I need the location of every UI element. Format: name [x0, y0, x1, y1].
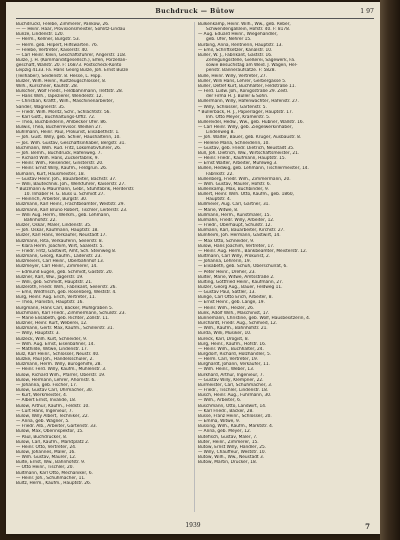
directory-entry: — Gustav Willy, Klempner, 22. — [198, 377, 264, 383]
directory-entry: Bülscher, Wolf Friedr., Feldbahnmann, Trettstr. 28. — [16, 89, 124, 95]
column-divider — [194, 22, 195, 512]
directory-entry: — Karl Gott., Buchhaltungs-Offiz. 72. — [16, 114, 96, 120]
directory-entry: — Heinrich, Arbeiter, Burgstr. 30. — [16, 197, 88, 203]
directory-entry: — Willi, Bautechnik. Joh., Werkführer, Kaiserstr. 27. — [16, 181, 126, 187]
directory-page — [6, 2, 380, 534]
directory-entry: Büller, W. J., Fabrikant, Gaststr. 16. — [198, 52, 273, 58]
directory-entry: Bülter, Marie, Witwe, Amtsstraße 2. — [198, 274, 275, 280]
directory-entry: Burghardt, Johann, Verkäufer, 11. — [198, 362, 270, 368]
directory-entry: — Anna, geb. Meyer, 12. — [198, 429, 252, 435]
directory-entry: Bütow, Wilh., Ww., Neustadt 3. — [198, 455, 265, 461]
directory-entry: Bülte, Ernst, Ww., Bahnhofstr. 9. — [16, 460, 86, 466]
directory-entry: — Wilh. Heinr., Weber, 13. — [198, 367, 255, 373]
directory-entry: — Friedr., Tischler, Lindenstr. 18. — [198, 388, 269, 394]
directory-entry: Inh. Otto Meyer, Krämerstr. 5. — [206, 114, 271, 120]
directory-entry: Leipzig 4133. Fa. Hans Georg Bulze, Joh. Ernst Bulze — [16, 68, 129, 74]
directory-entry: — Kurt, Werkmeister, 4. — [16, 393, 68, 399]
directory-entry: Bümann, Kurt, Hausmeister, 18. — [16, 171, 85, 177]
directory-entry: Bultmann, Carl Willy, Prokurist, 2. — [198, 254, 271, 260]
directory-entry: — Herm. Carl, Vertreter, 19. — [198, 357, 259, 363]
directory-entry: — Joh. Gust. Willy, geb. Schier, Haushälterin, 10. — [16, 135, 121, 141]
directory-entry: — Richard Wilh. Hans, Zuckerfabrik, 9. — [16, 156, 99, 162]
directory-entry: — Max Otto, Schneider, 9. — [198, 238, 255, 244]
directory-entry: Fabrikstr. 22. — [206, 171, 234, 177]
directory-entry: — Carl Heinr. Klein, Geschäftsführer, Angerstr. 118. — [16, 52, 127, 58]
directory-entry: Bülzmann, Karl Bruno Robert, Tischler, Leiterstr. 23. — [16, 207, 128, 213]
directory-entry: Bülz, Karl Heinr., Schlosser, Neustr. 40. — [16, 352, 100, 357]
directory-entry: Bulzmann, Rita, Verkäuferin, Seilerstr. 8. — [16, 238, 103, 244]
directory-entry: Bülle, Heinr. Willy, Vertreter, 27. — [198, 73, 268, 79]
directory-entry: — Ernst Walter, Arbeiter, Mühlweg 3. — [198, 161, 278, 167]
directory-entry: Schwendengäßlein, Hofstr. 40. F: 8178. — [206, 27, 291, 33]
directory-entry: Bullmann, Herm., Kunstmaler, 15. — [198, 212, 271, 218]
directory-entry: Bullenkamp, Max, Buchbinder, 9. — [198, 187, 270, 192]
footer-signature: 7 — [365, 522, 370, 531]
directory-entry: (Teilhaber), Seidenstr. 8. Hesse, L. Hipp. — [16, 73, 102, 79]
directory-entry: — Thea, Pianistin, Hauptstr. 16. — [16, 300, 84, 306]
directory-entry: Busse, Franz Heinr., Schlosser, 20. — [198, 413, 272, 419]
directory-entry: — — Heinr. Haar, Provisionsmeister, Söhlitz-Lindau — [16, 27, 126, 33]
directory-entry: — Heinr. Friedr., Kaufmann, Hauptstr. 15. — [198, 156, 286, 162]
directory-entry: Büter, Heinr., Zimmerer, 15. — [198, 439, 259, 445]
directory-entry: — Willi Aug. Herm., Werkm., geb. Lehmann, — [16, 212, 111, 218]
directory-entry: — Wilh. Gustav, Maurer, 12. — [16, 455, 77, 461]
directory-entry: — Hans Wilh., Tapezierer, Wendelstr. 12. — [16, 94, 103, 100]
directory-entry: geschäft, Wallstr. 20. F: 16873. Postscheck-Konto — [16, 63, 122, 69]
directory-entry: — Wilh., Kaufm., Bahnhofstr. 21. — [198, 326, 268, 332]
directory-entry: Bülow, Hermann, Lehrer, Ahornstr. 6. — [16, 377, 96, 383]
directory-entry: — Curt Hans, Ingenieur, 7. — [16, 408, 74, 414]
directory-entry: Bulze, J. H. (Kommanditgesellsch.), Elfen, Porzellan- — [16, 58, 127, 64]
directory-entry: Bunk, Adolf Wilh., Maschinist, 17. — [198, 310, 270, 316]
directory-entry: Lindenweg 8. — [206, 130, 235, 136]
directory-entry: Bullermann, Willy, Hafenwächter, Hafenstr. 27. — [198, 99, 299, 105]
directory-entry: — Gustav, geb. Friedr. Dietrich, Neustadt 35. — [198, 145, 295, 151]
directory-entry: * Bülzmann & Maurmann, Gebr., Stuhlfabrik, Herderstr. — [16, 187, 135, 192]
directory-entry: Bulzer, Karl Hans, Verkäufer, Neustadt 17. — [16, 233, 107, 239]
directory-entry: — Joh. Oskar, Kaufmann, Hauptstr. 18. — [16, 228, 99, 234]
directory-entry: Büllert, Heinr. Wilh. Otto, Kaufm., geb. 1860, — [198, 192, 294, 198]
directory-entry: Bulzmann, Gertr. Max, Kaufm., Schillerstr. 31. — [16, 326, 114, 332]
directory-entry: — Emil, Schriftsetzer, Kanalstr. 10. — [198, 47, 273, 53]
directory-entry: Bülzer, Oskar, Maler, Lindenstr. 35. — [16, 223, 92, 229]
directory-entry: Bülow, Gustav Carl, Uhrmacher, 30. — [16, 388, 94, 394]
directory-entry: Bülzeck, Wilh. Kurt, Schneider, 9. — [16, 336, 88, 342]
directory-entry: — Heinr. Joh., Schuhmacher, 11. — [16, 475, 86, 481]
directory-entry: — Felebe, Vertreter, Kaiserstr. 40. — [16, 47, 89, 53]
book-spine — [380, 0, 400, 540]
directory-entry: Büchmann, Wilh. Rud. Fritz, Lokomotivführer, 26. — [16, 145, 122, 151]
directory-entry: — Marie Elisabeth, geb. Richter, Zollstr. 11. — [16, 315, 110, 321]
directory-entry: geb. Ufer, Nehrer 15. — [206, 37, 252, 43]
directory-entry: Bülzner, Karl, Ww., Jägerstr. 19. — [16, 274, 84, 280]
directory-entry: — Ernst Heinr., geb. Lange, 19. — [198, 300, 265, 306]
directory-entry: — Paul, Buchdrucker, 8. — [16, 434, 68, 440]
directory-entry: Bunge, Carl Otto Erich, Arbeiter, 8. — [198, 295, 273, 301]
directory-entry: Bülow, Max, Oberinspektor, 15. — [16, 429, 84, 435]
directory-entry: Bülwis, Thea, Bücherrevisor. Weißen 27. — [16, 125, 103, 131]
directory-entry: Burkhard, Arthur, Ingenieur, 7. — [198, 372, 265, 378]
directory-entry: * Bullerbäck, H. J., Papierlager, Hauptstr. 17. — [198, 109, 294, 115]
directory-entry: Burda, Willi, Musiker, 10. — [198, 331, 252, 337]
directory-entry: — Albert Ernst, Invalide, 18. — [16, 398, 77, 404]
directory-entry: — Willy, Hauptstr. 3. — [16, 331, 60, 337]
directory-entry: Bülzmeyer, Carl Heinr., Zimmerer, 14. — [16, 264, 98, 270]
directory-entry: Bültmann, Karl Otto, Mechaniker, 6. — [16, 470, 93, 476]
directory-entry: 10. Inhaber H. G. Buss u. Schmidt 27. — [24, 192, 105, 198]
directory-entry: — Heinr. Wilh., Reisender, Ginsterstr. 20. — [16, 161, 104, 167]
directory-entry: — Christian, Kraftf., Wilh., Maschinenarbeiter, — [16, 99, 114, 105]
page-footer — [6, 522, 380, 532]
directory-entry: — Thea, Buchbinderin, Ahlbecker Ufer. 86. — [16, 119, 108, 125]
directory-entry: — Willi, geb. Schmidt, Hauptstr. 21. — [16, 279, 93, 285]
directory-entry: — Emil, Wildfrisch, geb. Rosenberg, Weststr. 4. — [16, 290, 117, 296]
directory-entry: Sander, Wagnerstr. 35. — [16, 104, 66, 110]
directory-entry: Bulmahn, Friedr. Willy, Arbeiter, 12. — [198, 217, 275, 223]
directory-entry: — Peter Heinr., Dreher, 23. — [198, 269, 256, 275]
page-header — [16, 8, 374, 18]
directory-entry: — Otto Heinr., Tischler, 20. — [16, 465, 74, 471]
directory-entry: Bülzmann, Karl Heinr., Frachtbeamter, Weststr. 29. — [16, 202, 125, 208]
directory-entry: Bütefisch, Gustav, Maler, 7. — [198, 434, 258, 440]
directory-entry: Bulkenkamp, Heinr. Wilh., Ww., geb. Reber, — [198, 22, 291, 27]
directory-entry: — Herm. geb. Hilpert, Hilfswarten. 76. — [16, 42, 99, 48]
directory-entry: Bunnemann, Christine, geb. Wolf, Hausbesitzerin, 4. — [198, 315, 311, 321]
directory-entry: Bulmann, Karl, Bauarbeiter, Kirchstr. 27. — [198, 228, 285, 234]
directory-entry: Bunze, Lindenstr. 120. — [16, 32, 65, 38]
directory-entry: sowie Besuchstag am Weid. J. Wagen, Hel- — [206, 63, 298, 69]
directory-entry: — Heinr. Ferd. Willy, Kaufm., Mühlenstr. 3. — [16, 367, 107, 373]
directory-entry: Bülzmann, Georg, Kaufm., Ladenstr. 23. — [16, 254, 102, 260]
directory-entry: Burgdorf, Richard, Holzhändler, 5. — [198, 352, 272, 357]
directory-entry: — Jos. Wilh. Gustav, Geschäftsinhaber, Bergstr. 31. — [16, 140, 126, 146]
directory-entry: Bulow, Hans Joachim, Vertreter, 17. — [198, 243, 275, 249]
directory-entry: — Carl Heinr. Willy, geb. Ziegelwerkinhaber, — [198, 125, 293, 131]
directory-entry: Bülting, Gottfried Heinr., Kaufmann, 27. — [198, 279, 284, 285]
directory-entry: — Helene Maria, Schneiderin, 10. — [198, 140, 270, 146]
directory-entry: — Johanna, geb. Fischer, 17. — [16, 382, 78, 388]
directory-entry: — Heinr. Wilh., Heizer, 26. — [198, 305, 255, 311]
directory-entry: Zerlegungsstelle, Gießerei, Sägewerk, Fa. — [206, 58, 296, 64]
directory-entry: — Wilh., Arbeiter, 6. — [198, 398, 242, 404]
directory-entry: Bulnheim, Joh. Hermann, Gastwirt, 14. — [198, 233, 281, 239]
directory-entry: — Elisabeth, geb. Schuh, Oberschulrat, 6. — [198, 264, 288, 270]
directory-entry: — Herm., Kellner, Burgstr. 53. — [16, 37, 80, 43]
directory-entry: — Emma, Witwe, 9. — [198, 419, 241, 425]
left-column — [16, 22, 192, 486]
directory-entry: Burgmann, Hans Carl, Bäcker, Mühlgraben 5. — [16, 305, 114, 311]
directory-entry: — Friedr. Wilh. Moritz, Schr., Schlachtstr. 56. — [16, 109, 111, 115]
directory-entry: Bullenberg, Friedr. Wilh., Zimmermann, 20. — [198, 176, 291, 182]
directory-entry: Bülzke, Paul Joh., Handelsschüler, 2. — [16, 357, 94, 363]
directory-entry: — Karl Friedr., Bäcker, 28. — [198, 408, 254, 414]
directory-entry: der Firma H. J. Büller & Sohn. — [206, 94, 269, 100]
directory-entry: Buchmann, Karl Friedr., Zimmermann, Schulstr. 23. — [16, 310, 126, 316]
directory-entry: — Heinr. Aug. Herm., Bankbeamter, Meisterstr. 12. — [198, 248, 308, 254]
directory-entry: Bülow, Arthur, Kaufm., Feldstr. 10. — [16, 403, 90, 409]
directory-entry: Bülow, Carl, Kaufm., Marktplatz 2. — [16, 439, 90, 445]
directory-entry: Bütow, Ernst Willy, Händler, 25. — [198, 444, 267, 450]
directory-entry: — Aug. Eduard Heinr., Wiegehändler, — [198, 32, 278, 38]
directory-entry: — Johanna, Lehrerin, 19. — [198, 259, 251, 265]
directory-entry: — Willy, Schlosser, Gartenstr. 5. — [198, 104, 267, 110]
directory-entry: Bülzmeiers, Carl Heinr., Oberbahnhof 13. — [16, 259, 105, 265]
directory-entry: Hauptstr. 4. — [206, 197, 232, 203]
directory-entry: Bülow, Johannes, Maler, 16. — [16, 449, 76, 455]
directory-entry: Bülow, Richard Wilh., Pfarrer, Oberstr. 19. — [16, 372, 106, 378]
directory-entry: — Friedr., Oberhaupt, Schulstr. 12. — [198, 223, 272, 229]
directory-entry: Bülzeroth, Friedr. Wilh., Fabrikant, Seilerstr. 26. — [16, 284, 117, 290]
directory-entry: Büller, Willi Hans, Lehrer, Gerbergasse 5. — [198, 78, 287, 84]
directory-entry: Bullmeier, Aug. Carl, Gärtner, 31. — [198, 202, 270, 208]
right-column — [198, 22, 374, 465]
directory-entry: Bulzer, Georg Aug., Bauer, Feldweg 11. — [198, 284, 283, 290]
directory-entry: Burg, Heinr., Kaufm., Hofstr. 16. — [198, 341, 267, 347]
directory-entry: Bütow, Martin, Drucker, 18. — [198, 460, 258, 466]
directory-entry: — Friedr. Fritz, Gastwirt, Amt, Sch. Steinweg 8. — [16, 248, 117, 254]
directory-entry: Bülow, Willy Albert, Techniker, 22. — [16, 413, 89, 419]
directory-entry: — Wilh. Aug. Ernst, Eisenbahner, 14. — [16, 341, 95, 347]
directory-entry: Bullen, Hedwig, geb. Lehmann, Tischlermeister, 14. — [198, 166, 309, 172]
directory-entry: — Marie, Witwe, 8. — [198, 207, 239, 213]
directory-entry: — Joh. Walter, Bauer, geb. Krüger, Ausbaustr. 8. — [198, 135, 302, 141]
directory-entry: Bühlmann, Heinr. Paul, Prokurist, Elisabethstr. 1. — [16, 130, 120, 136]
directory-entry: Buchdruckl, Felebe, Zimmerer, Pankow, 26. — [16, 22, 110, 27]
directory-entry: — Heinr. Ernst Willy, Kaufm., Feldgrün. 26. — [16, 166, 108, 172]
directory-entry: Bültz, Herm., Kaufm., Hauptstr. 26. — [16, 480, 92, 486]
header-title: Buchdruck — Bütow — [155, 8, 235, 15]
directory-entry: Bulzner, Heinr. Kurt, Weberei, 12. — [16, 321, 88, 327]
directory-entry: Bullereidel, Hedw., Ww., geb. Hübner, Wallstr. 16. — [198, 119, 305, 125]
directory-entry: Büssing, Wilh., Kaufm., Marktstr. 4. — [198, 424, 274, 430]
header-rule — [16, 18, 374, 19]
directory-entry: penstr. Banneraufsätze. F: 5828. — [206, 68, 276, 74]
directory-entry: — Willy, Chauffeur, Weststr. 10. — [198, 449, 267, 455]
directory-entry: — Mathilde, Witwe, Lindenstr. 17. — [16, 346, 89, 352]
directory-entry: — Klara Herm. Joachim, Wirt, Saalestr. 5. — [16, 243, 104, 249]
directory-entry: Bureck, Karl, Drogist, 8. — [198, 336, 249, 342]
directory-entry: Bülzmann, Herm. Willy, Bürogehilfe, 28. — [16, 362, 102, 368]
directory-entry: — Edmund Eugen, geb. Schmidt, Gaststr. 20. — [16, 269, 114, 275]
directory-entry: Burmeister, Carl, Schuhmacher, 3. — [198, 382, 273, 388]
directory-entry: — Ferd. Ludw. Joh., Königsstraße 29. Zeitl. — [198, 89, 289, 95]
directory-entry: Bahnhofstr. 22. — [24, 217, 57, 223]
directory-entry: Buschmann, Otto, Landwirt, 14. — [198, 403, 267, 409]
page-number: 1 97 — [360, 8, 374, 15]
directory-entry: Bull, Joh. Dietrich, Ww., Wirtschaftsmeister, 21. — [198, 150, 300, 156]
directory-entry: — Wilh. Gustav, Maurer, Hofstr. 6. — [198, 181, 271, 187]
directory-entry: — Heinr. Otto, Vertreter, 24. — [16, 444, 77, 450]
directory-entry: — Heinr. Wilh., Buchhalter, 24. — [198, 346, 264, 352]
directory-entry: Burg, Heinr. Aug. Erich, Vertreter, 11. — [16, 295, 97, 301]
directory-entry: — Gustav Heinr. Joh., Bauarbeiter, Bachstr. 37. — [16, 176, 117, 182]
directory-entry: — Gustav Paul, Sattler, 13. — [198, 290, 256, 296]
directory-entry: — Joh. Bernh., Buchdruck, Hafenweg. 7. — [16, 150, 102, 156]
directory-entry: Büller, Detlef Kurt, Buchhalter, Feldstraße 11. — [198, 83, 296, 89]
directory-entry: Bulzer, Wilh. Heinr., Rüstzeugschlosser, 8. — [16, 78, 107, 84]
directory-entry: Wilh., Kürschner, Kaufstr. 28. — [16, 83, 79, 89]
directory-entry: — Friedr. Alb., Arbeiter, Gartenstr. 33. — [16, 424, 97, 430]
directory-entry: Busch, Heinr. Aug., Fuhrmann, 30. — [198, 393, 272, 399]
directory-entry: Burchardt, Friedr. Aug., Schmied, 12. — [198, 321, 278, 327]
directory-entry: — Anna, geb. Wagner, 5. — [16, 419, 70, 425]
directory-entry: Burbing, Anna, Rentnerin, Hauptstr. 13. — [198, 42, 283, 48]
footer-year: 1939 — [185, 522, 201, 529]
